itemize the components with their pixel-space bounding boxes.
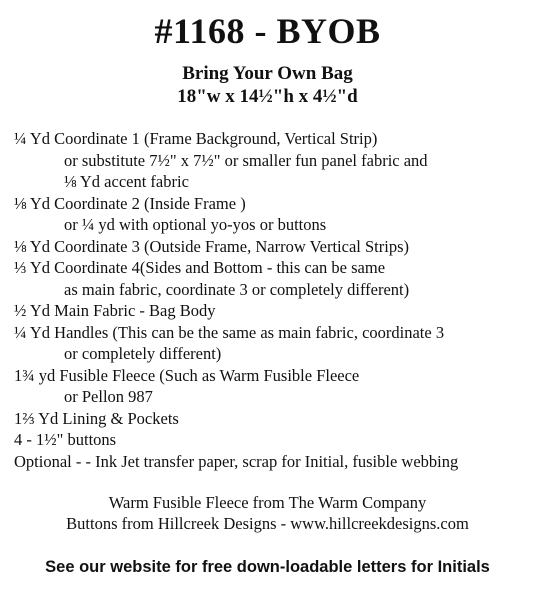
material-line: or substitute 7½" x 7½" or smaller fun panel fabric and bbox=[64, 150, 428, 170]
material-line: as main fabric, coordinate 3 or completely different) bbox=[64, 279, 410, 299]
website-note: See our website for free down-loadable letters for Initials bbox=[45, 558, 490, 576]
material-line: 4 - 1½" buttons bbox=[14, 430, 117, 449]
material-line: ⅓ Yd Coordinate 4(Sides and Bottom - this can be same bbox=[14, 258, 386, 277]
material-line: or Pellon 987 bbox=[64, 387, 153, 406]
credit-buttons: Buttons from Hillcreek Designs - www.hillcreekdesigns.com bbox=[66, 514, 469, 533]
credit-fleece: Warm Fusible Fleece from The Warm Company bbox=[108, 493, 427, 512]
pattern-subtitle: Bring Your Own Bag bbox=[182, 63, 353, 84]
material-line: ⅛ Yd accent fabric bbox=[64, 172, 189, 191]
pattern-dimensions: 18"w x 14½"h x 4½"d bbox=[177, 86, 358, 107]
material-line: ½ Yd Main Fabric - Bag Body bbox=[14, 301, 216, 320]
material-line: ⅛ Yd Coordinate 2 (Inside Frame ) bbox=[14, 193, 246, 213]
material-line: 1⅔ Yd Lining & Pockets bbox=[14, 408, 179, 428]
materials-list bbox=[14, 128, 529, 472]
material-line: ¼ Yd Handles (This can be the same as main fabric, coordinate 3 bbox=[14, 322, 445, 342]
material-line: ¼ Yd Coordinate 1 (Frame Background, Vertical Strip) bbox=[14, 129, 378, 148]
material-line: Optional - - Ink Jet transfer paper, scrap for Initial, fusible webbing bbox=[14, 451, 459, 471]
material-line: 1¾ yd Fusible Fleece (Such as Warm Fusible Fleece bbox=[14, 365, 360, 385]
material-line: or completely different) bbox=[64, 344, 222, 363]
material-line: or ¼ yd with optional yo-yos or buttons bbox=[64, 215, 327, 234]
pattern-title: #1168 - BYOB bbox=[154, 11, 381, 51]
material-line: ⅛ Yd Coordinate 3 (Outside Frame, Narrow Vertical Strips) bbox=[14, 236, 410, 256]
